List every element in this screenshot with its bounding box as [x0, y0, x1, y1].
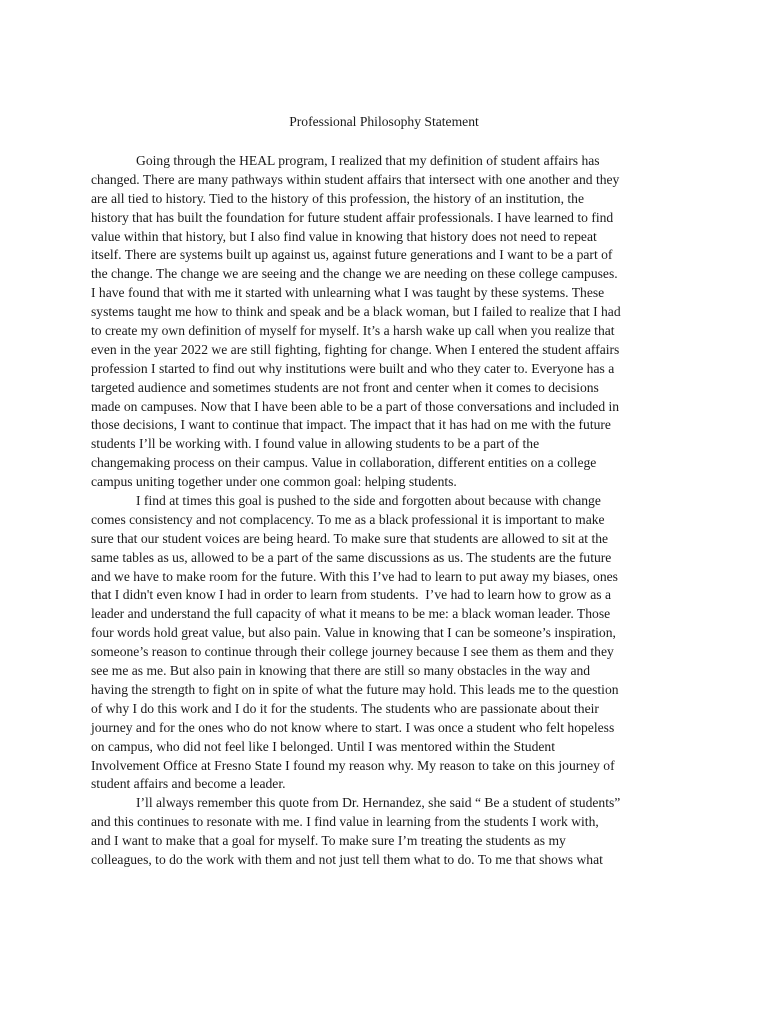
text-line: journey and for the ones who do not know where to start. I was once a student who felt hopeless: [91, 719, 615, 735]
text-line: history that has built the foundation for future student affair professionals. I have learned to find: [91, 209, 614, 225]
paragraph-first-line: Going through the HEAL program, I realized that my definition of student affairs has: [136, 153, 600, 168]
text-line: colleagues, to do the work with them and not just tell them what to do. To me that shows what: [91, 851, 603, 867]
text-line: I have found that with me it started with unlearning what I was taught by these systems. These: [91, 285, 605, 301]
text-line: the change. The change we are seeing and the change we are needing on these college campuses.: [91, 266, 618, 282]
paragraph-first-line: I find at times this goal is pushed to the side and forgotten about because with change: [136, 493, 601, 509]
text-line: value within that history, but I also find value in knowing that history does not need to repeat: [91, 228, 597, 244]
text-line: changed. There are many pathways within student affairs that intersect with one another and they: [91, 171, 620, 187]
text-line: that I didn't even know I had in order to learn from students. I’ve had to learn how to grow as a: [91, 587, 612, 603]
document-title: Professional Philosophy Statement: [289, 114, 479, 129]
text-line: four words hold great value, but also pain. Value in knowing that I can be someone’s inspiration,: [91, 625, 616, 641]
text-line: made on campuses. Now that I have been able to be a part of those conversations and included in: [91, 398, 620, 414]
text-line: and we have to make room for the future. With this I’ve had to learn to put away my biases, ones: [91, 568, 618, 584]
text-line: to create my own definition of myself for myself. It’s a harsh wake up call when you realize that: [91, 323, 615, 339]
paragraph-first-line: I’ll always remember this quote from Dr. Hernandez, she said “ Be a student of students”: [136, 795, 621, 811]
text-line: those decisions, I want to continue that impact. The impact that it has had on me with the future: [91, 417, 611, 433]
text-line: students I’ll be working with. I found value in allowing students to be a part of the: [91, 436, 540, 452]
document-body: [91, 152, 691, 870]
text-line: and this continues to resonate with me. I find value in learning from the students I work with,: [91, 814, 599, 830]
text-line: itself. There are systems built up against us, against future generations and I want to be a part of: [91, 247, 613, 263]
text-line: are all tied to history. Tied to the history of this profession, the history of an institution, the: [91, 190, 584, 206]
text-line: profession I started to find out why institutions were built and who they cater to. Everyone has a: [91, 360, 615, 376]
text-line: student affairs and become a leader.: [91, 776, 286, 792]
text-line: targeted audience and sometimes students are not front and center when it comes to decisions: [91, 379, 599, 395]
text-line: and I want to make that a goal for myself. To make sure I’m treating the students as my: [91, 833, 566, 849]
text-line: campus uniting together under one common goal: helping students.: [91, 474, 457, 490]
text-line: systems taught me how to think and speak and be a black woman, but I failed to realize that I had: [91, 304, 621, 320]
text-line: see me as me. But also pain in knowing that there are still so many obstacles in the way and: [91, 663, 591, 679]
text-line: having the strength to fight on in spite of what the future may hold. This leads me to the question: [91, 681, 619, 697]
text-line: same tables as us, allowed to be a part of the same discussions as us. The students are the future: [91, 549, 612, 565]
text-line: leader and understand the full capacity of what it means to be me: a black woman leader. Those: [91, 606, 611, 622]
text-line: of why I do this work and I do it for the students. The students who are passionate about their: [91, 700, 599, 716]
text-line: someone’s reason to continue through their college journey because I see them as them and they: [91, 644, 614, 660]
text-line: sure that our student voices are being heard. To make sure that students are allowed to sit at the: [91, 530, 609, 546]
text-line: on campus, who did not feel like I belonged. Until I was mentored within the Student: [91, 738, 555, 754]
text-line: changemaking process on their campus. Value in collaboration, different entities on a college: [91, 455, 597, 471]
text-line: comes consistency and not complacency. To me as a black professional it is important to make: [91, 511, 605, 527]
text-line: Involvement Office at Fresno State I found my reason why. My reason to take on this journey of: [91, 757, 615, 773]
text-line: even in the year 2022 we are still fighting, fighting for change. When I entered the student affairs: [91, 341, 620, 357]
